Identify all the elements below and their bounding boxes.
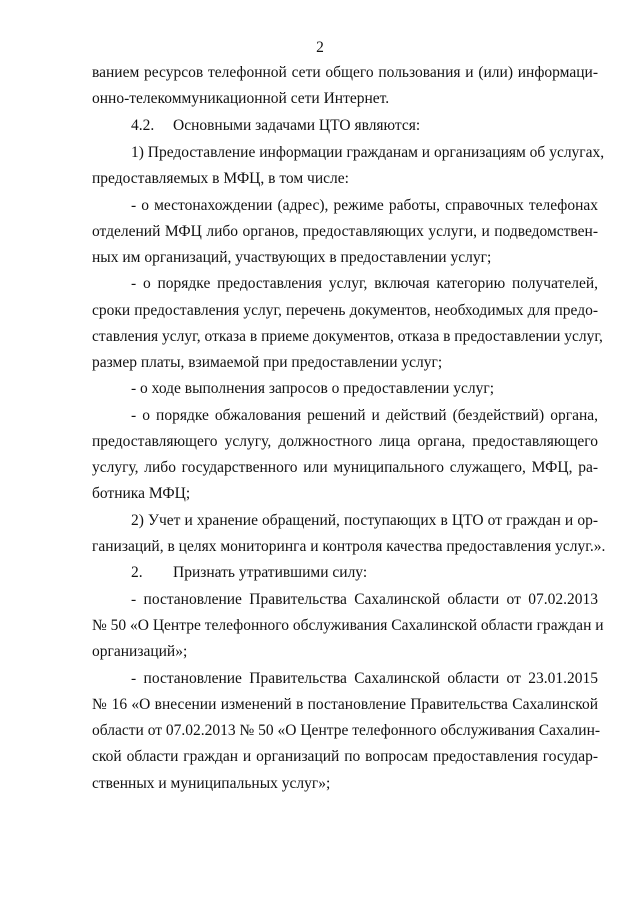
- text-line: № 16 «О внесении изменений в постановление Правительства Сахалинской: [92, 696, 598, 713]
- text-line: ганизаций, в целях мониторинга и контроля качества предоставления услуг.».: [92, 538, 606, 555]
- text-line: предоставляемых в МФЦ, в том числе:: [92, 170, 349, 187]
- text-line: 2) Учет и хранение обращений, поступающих в ЦТО от граждан и ор-: [131, 512, 598, 529]
- section-heading: Основными задачами ЦТО являются:: [173, 117, 421, 134]
- text-line: ботника МФЦ;: [92, 485, 191, 502]
- list-item-line: - постановление Правительства Сахалинской области от 23.01.2015: [131, 670, 598, 687]
- text-line: предоставляющего услугу, должностного лица органа, предоставляющего: [92, 433, 598, 450]
- list-item-line: - о порядке обжалования решений и действий (бездействий) органа,: [131, 407, 598, 424]
- page-number: 2: [316, 39, 324, 56]
- text-line: № 50 «О Центре телефонного обслуживания Сахалинской области граждан и: [92, 617, 604, 634]
- section-number: 4.2.: [131, 117, 155, 134]
- text-line: области от 07.02.2013 № 50 «О Центре телефонного обслуживания Сахалин-: [92, 722, 601, 739]
- section-number: 2.: [131, 564, 143, 581]
- list-item-line: - о ходе выполнения запросов о предоставлении услуг;: [131, 380, 495, 397]
- text-line: размер платы, взимаемой при предоставлении услуг;: [92, 354, 443, 371]
- text-line: ской области граждан и организаций по вопросам предоставления государ-: [92, 748, 598, 765]
- text-line: 1) Предоставление информации гражданам и организациям об услугах,: [131, 144, 605, 161]
- text-line: услугу, либо государственного или муниципального служащего, МФЦ, ра-: [92, 459, 598, 476]
- text-line: сроки предоставления услуг, перечень документов, необходимых для предо-: [92, 302, 598, 319]
- text-line: ставления услуг, отказа в приеме документов, отказа в предоставлении услуг,: [92, 328, 603, 345]
- text-line: ных им организаций, участвующих в предоставлении услуг;: [92, 249, 492, 266]
- list-item-line: - о местонахождении (адрес), режиме работы, справочных телефонах: [131, 197, 598, 214]
- list-item-line: - о порядке предоставления услуг, включая категорию получателей,: [131, 275, 598, 292]
- list-item-line: - постановление Правительства Сахалинской области от 07.02.2013: [131, 591, 598, 608]
- text-line: ственных и муниципальных услуг»;: [92, 775, 331, 792]
- text-line: организаций»;: [92, 643, 188, 660]
- text-line: онно-телекоммуникационной сети Интернет.: [92, 90, 390, 107]
- text-line: отделений МФЦ либо органов, предоставляющих услуги, и подведомствен-: [92, 223, 598, 240]
- section-heading: Признать утратившими силу:: [173, 564, 368, 581]
- text-line: ванием ресурсов телефонной сети общего пользования и (или) информаци-: [92, 64, 598, 81]
